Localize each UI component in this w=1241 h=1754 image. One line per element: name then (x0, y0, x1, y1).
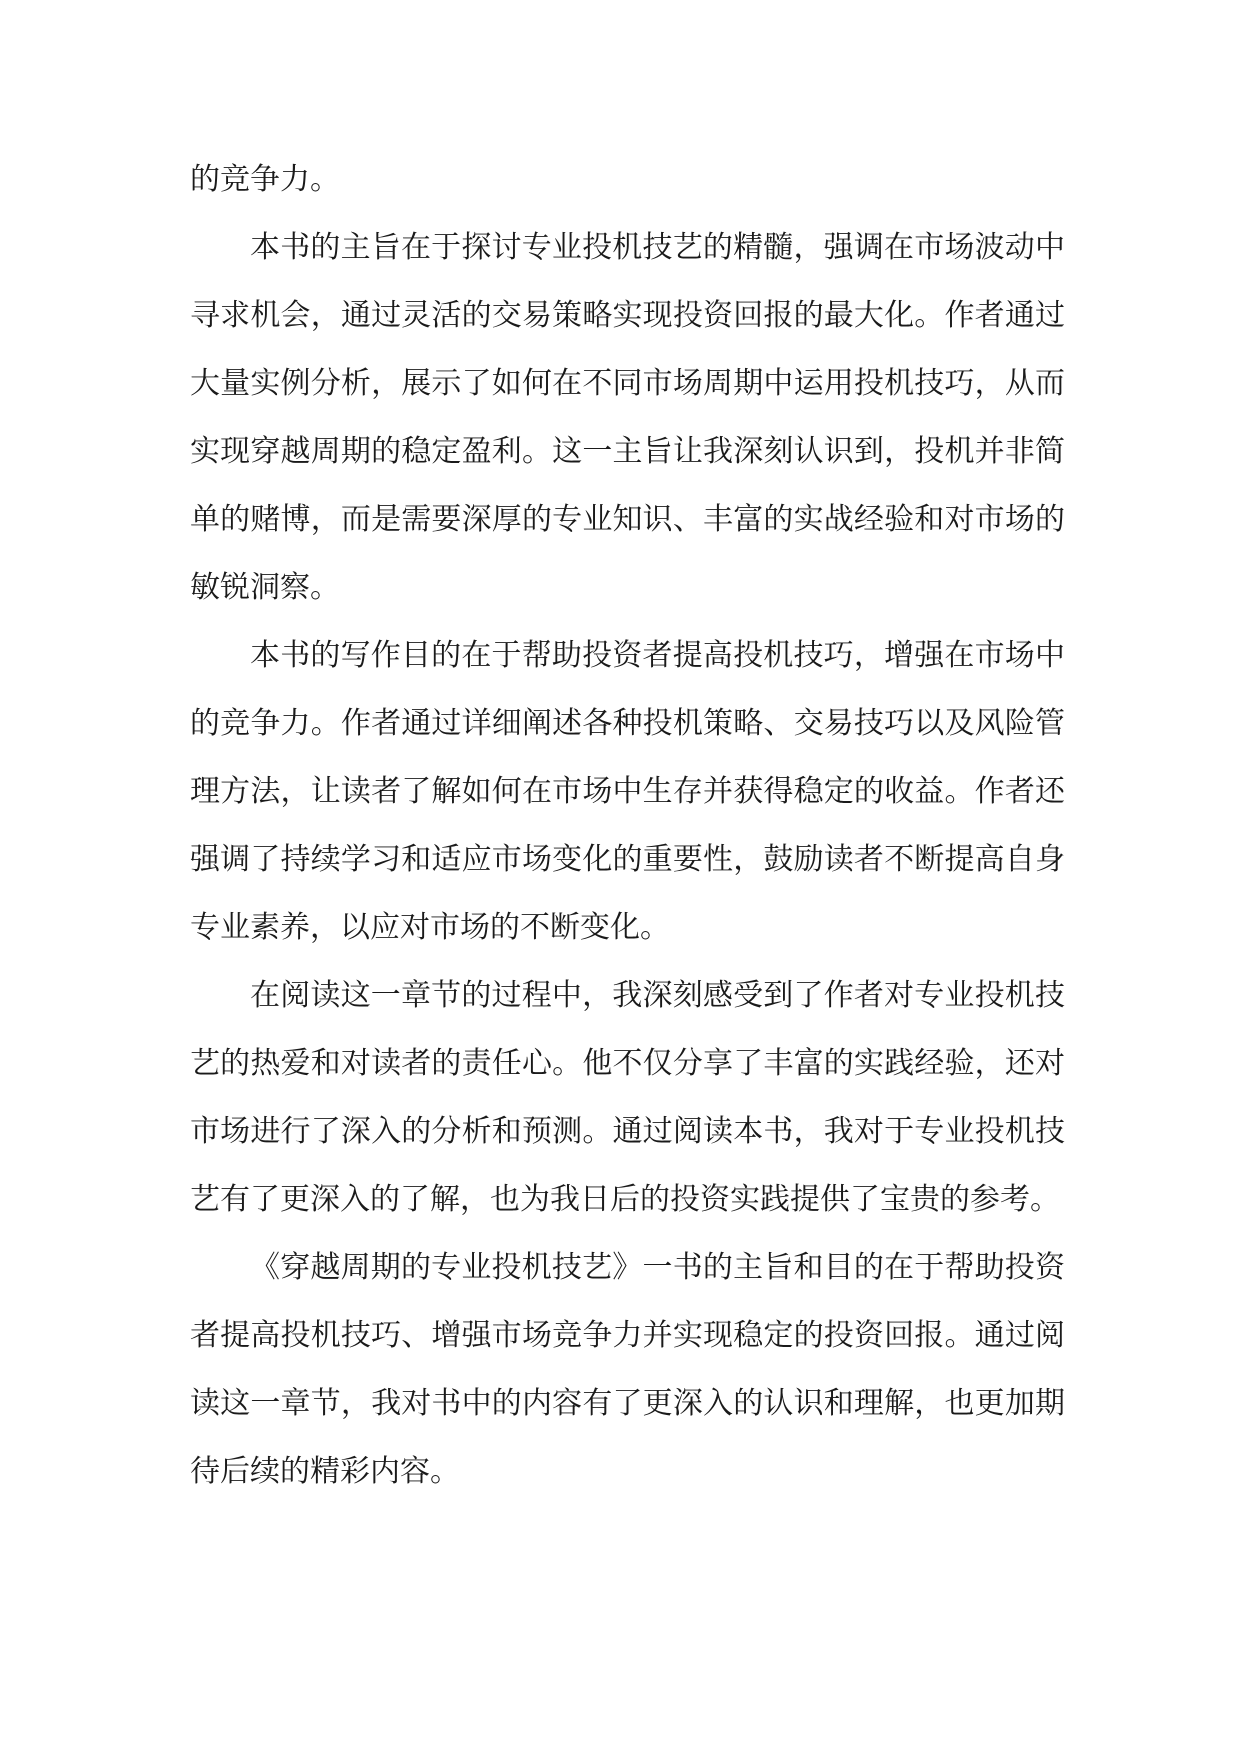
paragraph-2: 本书的主旨在于探讨专业投机技艺的精髓，强调在市场波动中寻求机会，通过灵活的交易策略实现投资回报的最大化。作者通过大量实例分析，展示了如何在不同市场周期中运用投机技巧，从而实现穿越周期的稳定盈利。这一主旨让我深刻认识到，投机并非简单的赌博，而是需要深厚的专业知识、丰富的实战经验和对市场的敏锐洞察。 (190, 230, 1065, 605)
body-text (190, 146, 1065, 1506)
paragraph-3: 本书的写作目的在于帮助投资者提高投机技巧，增强在市场中的竞争力。作者通过详细阐述各种投机策略、交易技巧以及风险管理方法，让读者了解如何在市场中生存并获得稳定的收益。作者还强调了持续学习和适应市场变化的重要性，鼓励读者不断提高自身专业素养，以应对市场的不断变化。 (190, 638, 1065, 945)
paragraph-4: 在阅读这一章节的过程中，我深刻感受到了作者对专业投机技艺的热爱和对读者的责任心。他不仅分享了丰富的实践经验，还对市场进行了深入的分析和预测。通过阅读本书，我对于专业投机技艺有了更深入的了解，也为我日后的投资实践提供了宝贵的参考。 (190, 978, 1065, 1217)
paragraph-5: 《穿越周期的专业投机技艺》一书的主旨和目的在于帮助投资者提高投机技巧、增强市场竞争力并实现稳定的投资回报。通过阅读这一章节，我对书中的内容有了更深入的认识和理解，也更加期待后续的精彩内容。 (190, 1250, 1065, 1489)
paragraph-1: 的竞争力。 (190, 162, 340, 197)
